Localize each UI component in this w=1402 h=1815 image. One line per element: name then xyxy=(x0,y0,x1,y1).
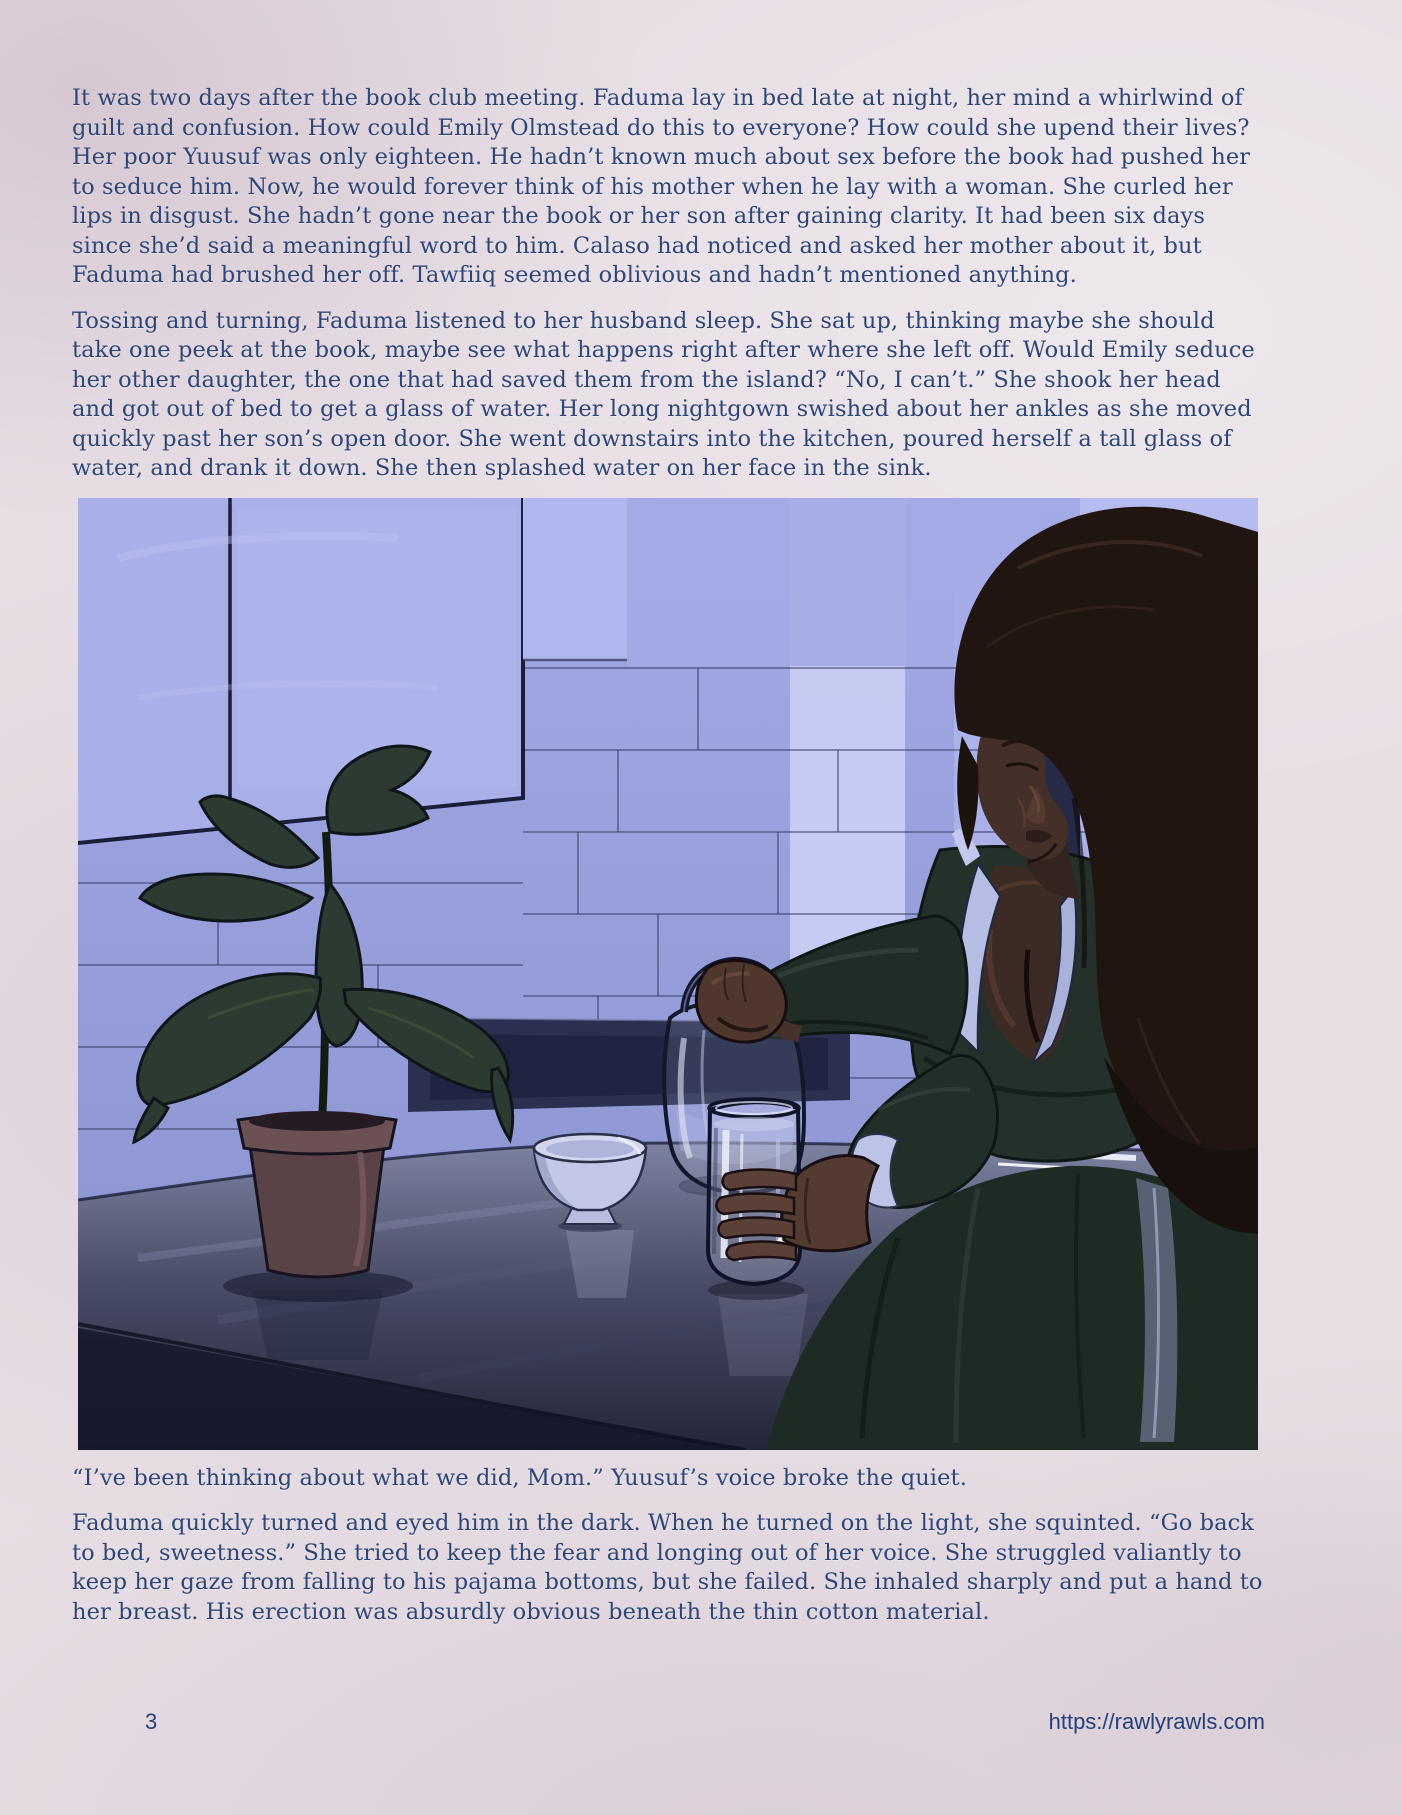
story-paragraph-3: Faduma quickly turned and eyed him in the dark. When he turned on the light, she squinted. “Go back to bed, sweetness.” She tried to keep the fear and longing out of her voice. She struggled valiantly to keep her gaze from falling to his pajama bottoms, but she failed. She inhaled sharply and put a hand to her breast. His erection was absurdly obvious beneath the thin cotton material. xyxy=(72,1510,1263,1625)
illustration-caption: “I’ve been thinking about what we did, Mom.” Yuusuf’s voice broke the quiet. xyxy=(72,1464,967,1491)
story-paragraph-2: Tossing and turning, Faduma listened to her husband sleep. She sat up, thinking maybe she should take one peek at the book, maybe see what happens right after where she left off. Would Emily seduce her other daughter, the one that had saved them from the island? “No, I can’t.” She shook her head and got out of bed to get a glass of water. Her long nightgown swished about her ankles as she moved quickly past her son’s open door. She went downstairs into the kitchen, poured herself a tall glass of water, and drank it down. She then splashed water on her face in the sink. xyxy=(72,307,1255,481)
site-url-link[interactable]: https://rawlyrawls.com xyxy=(1048,1709,1265,1734)
kitchen-illustration-svg xyxy=(78,498,1258,1450)
kitchen-illustration xyxy=(78,498,1258,1450)
page-footer xyxy=(72,1709,1265,1735)
page-number: 3 xyxy=(145,1709,158,1734)
story-paragraph-1: It was two days after the book club meeting. Faduma lay in bed late at night, her mind a whirlwind of guilt and confusion. How could Emily Olmstead do this to everyone? How could she upend their lives? Her poor Yuusuf was only eighteen. He hadn’t known much about sex before the book had pushed her to seduce him. Now, he would forever think of his mother when he lay with a woman. She curled her lips in disgust. She hadn’t gone near the book or her son after gaining clarity. It had been six days since she’d said a meaningful word to him. Calaso had noticed and asked her mother about it, but Faduma had brushed her off. Tawfiiq seemed oblivious and hadn’t mentioned anything. xyxy=(72,85,1251,288)
